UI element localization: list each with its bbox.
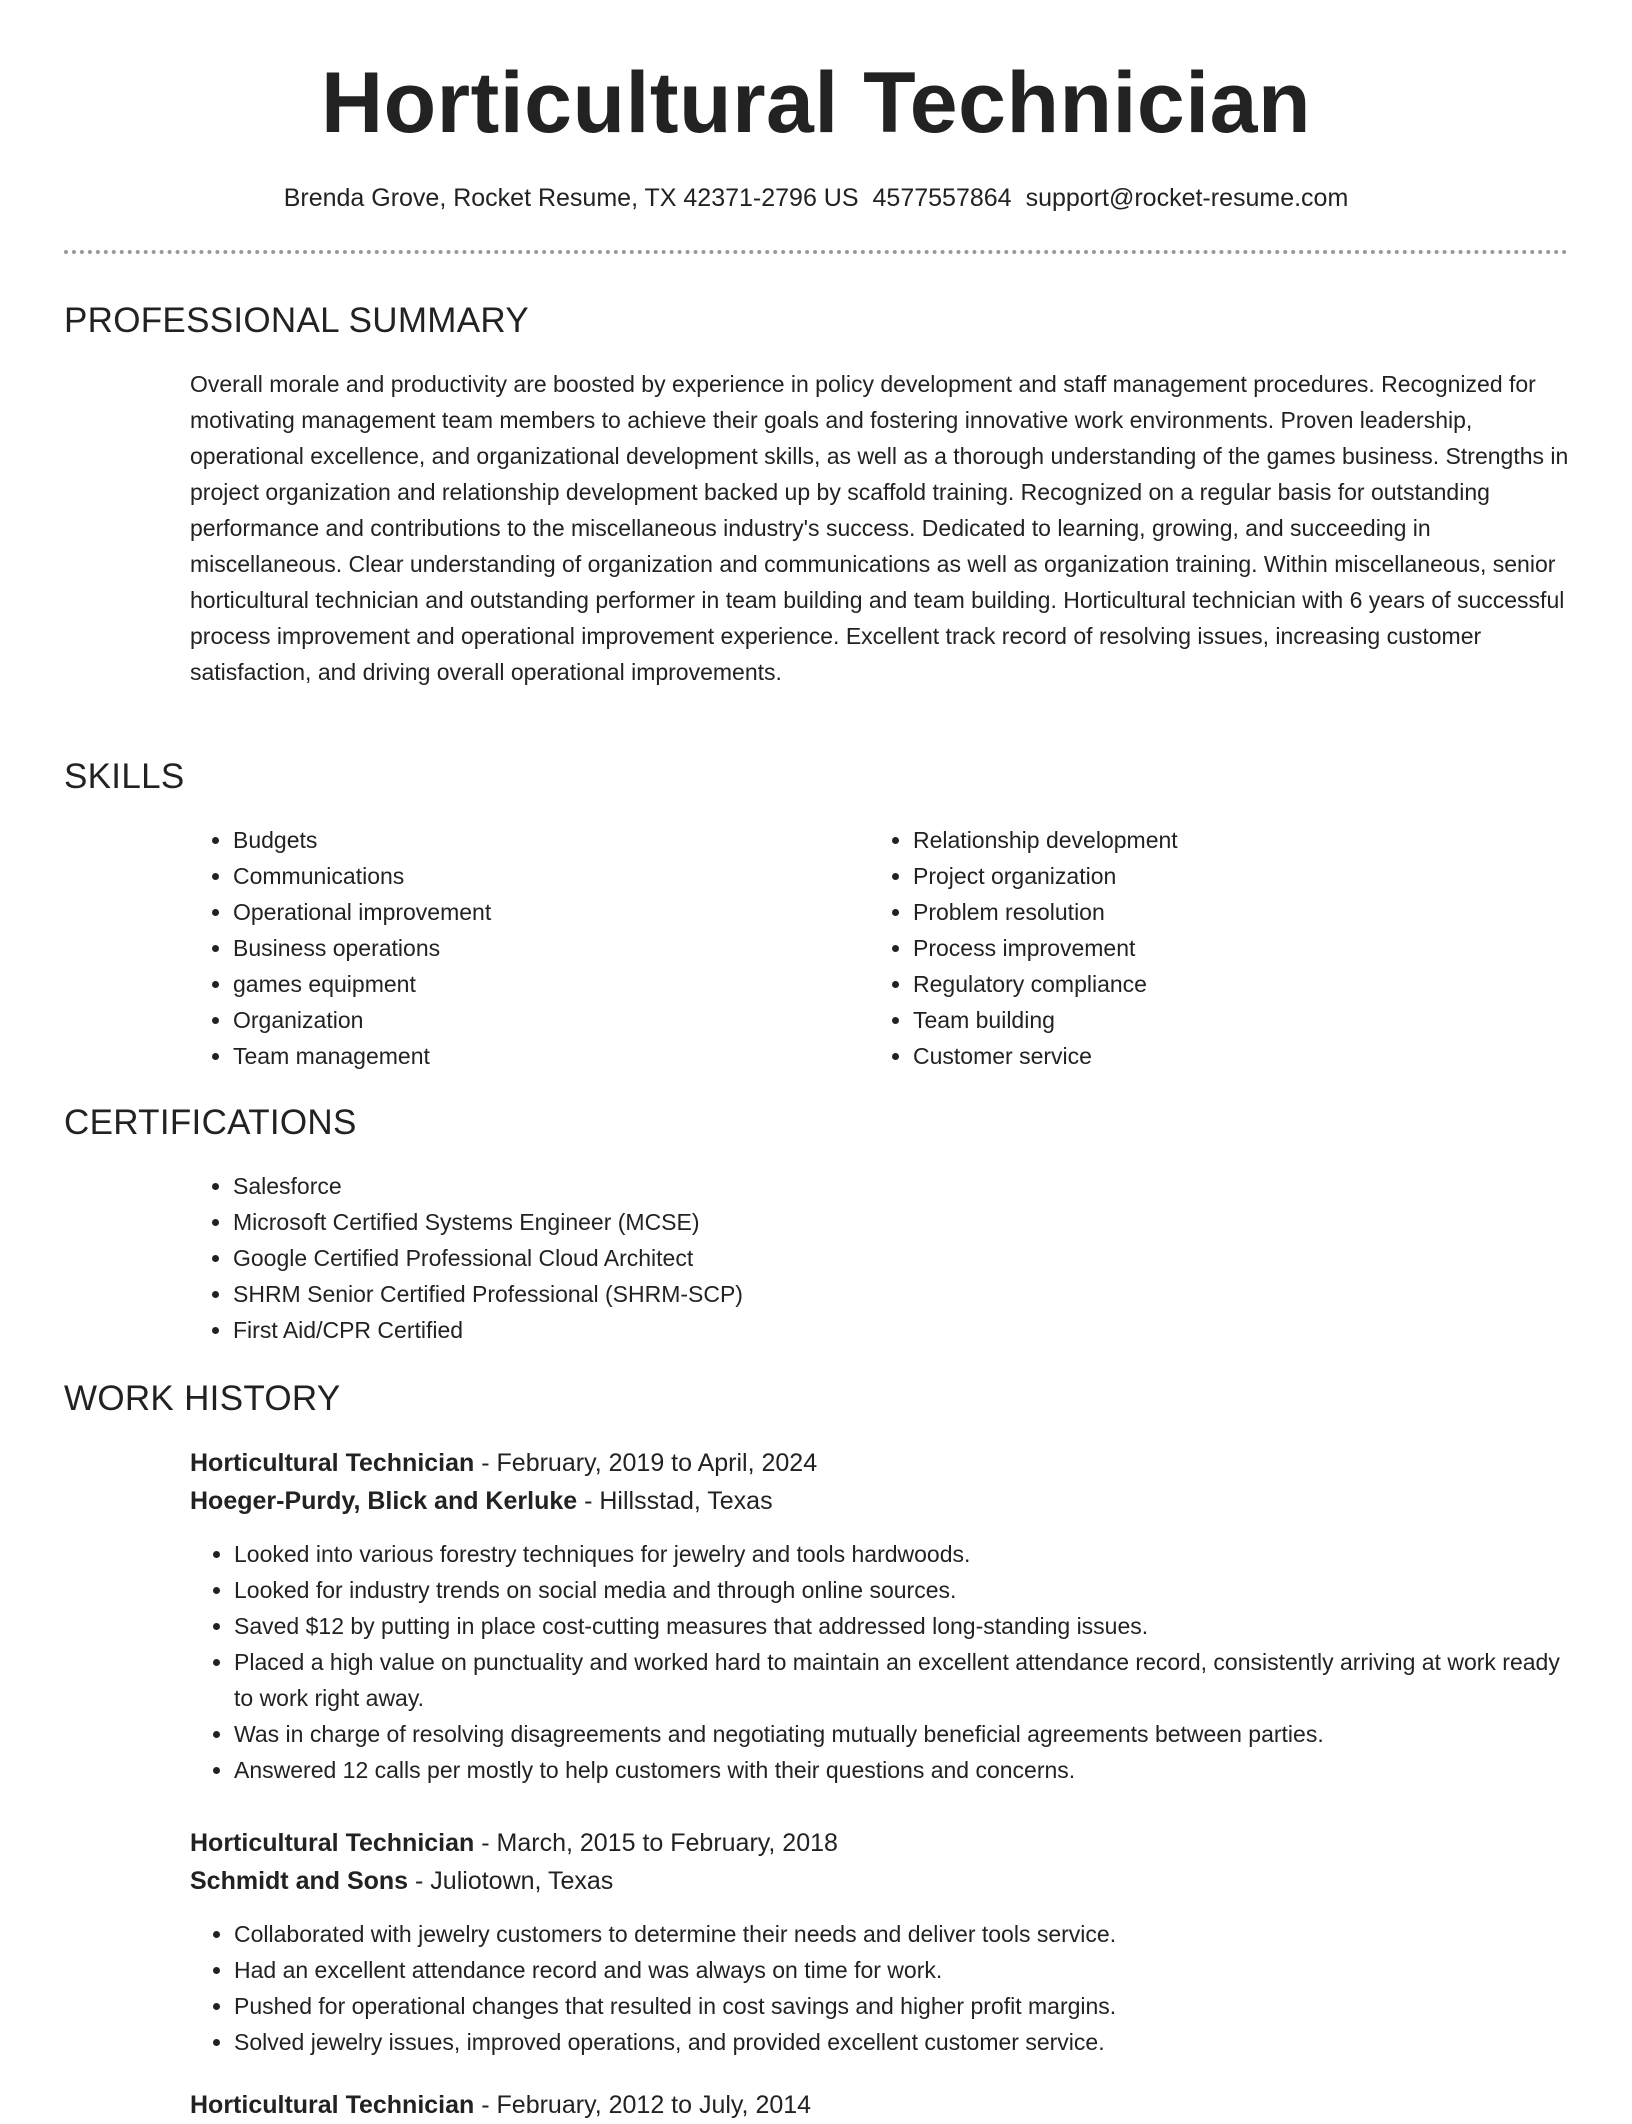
job-company-line: [190, 1482, 1570, 1520]
skill-item: • Problem resolution: [913, 894, 1593, 930]
skill-item: • Regulatory compliance: [913, 966, 1593, 1002]
job-dates: - February, 2012 to July, 2014: [474, 2091, 812, 2119]
job-entry: [190, 2086, 1570, 2124]
certification-item: • Salesforce: [233, 1168, 1533, 1204]
job-title-line: [190, 1444, 1570, 1482]
job-bullets: [190, 1536, 1570, 1788]
header-divider: [64, 250, 1568, 254]
skills-list-left: [189, 822, 853, 1074]
job-company: Schmidt and Sons: [190, 1867, 409, 1895]
job-location: - Juliotown, Texas: [408, 1867, 614, 1895]
job-bullet: • Placed a high value on punctuality and worked hard to maintain an excellent attendance record, consistently arriving at work ready to work right away.: [234, 1644, 1570, 1716]
job-bullets: [190, 1916, 1570, 2060]
job-title-line: [190, 1824, 1570, 1862]
contact-address: Brenda Grove, Rocket Resume, TX 42371-2796 US: [283, 184, 859, 212]
job-bullet: • Collaborated with jewelry customers to determine their needs and deliver tools service.: [234, 1916, 1570, 1952]
job-entry: [190, 1444, 1570, 1788]
section-title-summary: PROFESSIONAL SUMMARY: [64, 301, 529, 340]
job-location: - Hillsstad, Texas: [577, 1487, 773, 1515]
job-bullet: • Pushed for operational changes that resulted in cost savings and higher profit margins.: [234, 1988, 1570, 2024]
section-title-skills: SKILLS: [64, 757, 185, 796]
job-bullet: • Looked for industry trends on social media and through online sources.: [234, 1572, 1570, 1608]
job-bullet: • Solved jewelry issues, improved operations, and provided excellent customer service.: [234, 2024, 1570, 2060]
job-bullet: • Had an excellent attendance record and was always on time for work.: [234, 1952, 1570, 1988]
job-dates: - February, 2019 to April, 2024: [474, 1449, 818, 1477]
skill-item: • Communications: [233, 858, 853, 894]
skill-item: • Process improvement: [913, 930, 1593, 966]
contact-phone: 4577557864: [872, 184, 1012, 212]
skill-item: • Customer service: [913, 1038, 1593, 1074]
skill-item: • Team building: [913, 1002, 1593, 1038]
summary-text: Overall morale and productivity are boosted by experience in policy development and staff management procedures. Recognized for motivating management team members to achieve their goals and fostering innovative work environments. Proven leadership, operational excellence, and organizational development skills, as well as a thorough understanding of the games business. Strengths in project organization and relationship development backed up by scaffold training. Recognized on a regular basis for outstanding performance and contributions to the miscellaneous industry's success. Dedicated to learning, growing, and succeeding in miscellaneous. Clear understanding of organization and communications as well as organization training. Within miscellaneous, senior horticultural technician and outstanding performer in team building and team building. Horticultural technician with 6 years of successful process improvement and operational improvement experience. Excellent track record of resolving issues, increasing customer satisfaction, and driving overall operational improvements.: [190, 371, 1569, 685]
job-title: Horticultural Technician: [190, 1829, 475, 1857]
job-dates: - March, 2015 to February, 2018: [474, 1829, 838, 1857]
certification-item: • Microsoft Certified Systems Engineer (MCSE): [233, 1204, 1533, 1240]
job-bullet: • Answered 12 calls per mostly to help customers with their questions and concerns.: [234, 1752, 1570, 1788]
job-company: Hoeger-Purdy, Blick and Kerluke: [190, 1487, 578, 1515]
contact-email[interactable]: support@rocket-resume.com: [1025, 184, 1349, 212]
job-title: Horticultural Technician: [190, 1449, 475, 1477]
contact-line: [0, 180, 1632, 216]
certification-item: • Google Certified Professional Cloud Architect: [233, 1240, 1533, 1276]
skill-item: • Organization: [233, 1002, 853, 1038]
certification-item: • First Aid/CPR Certified: [233, 1312, 1533, 1348]
job-bullet: • Looked into various forestry techniques for jewelry and tools hardwoods.: [234, 1536, 1570, 1572]
certification-item: • SHRM Senior Certified Professional (SHRM-SCP): [233, 1276, 1533, 1312]
skill-item: • games equipment: [233, 966, 853, 1002]
certifications-list: [189, 1168, 1533, 1348]
skill-item: • Operational improvement: [233, 894, 853, 930]
skill-item: • Relationship development: [913, 822, 1593, 858]
job-title-line: [190, 2086, 1570, 2124]
skill-item: • Business operations: [233, 930, 853, 966]
job-bullet: • Was in charge of resolving disagreements and negotiating mutually beneficial agreements between parties.: [234, 1716, 1570, 1752]
job-title: Horticultural Technician: [190, 2091, 475, 2119]
section-title-certifications: CERTIFICATIONS: [64, 1103, 357, 1142]
job-entry: [190, 1824, 1570, 2060]
skill-item: • Team management: [233, 1038, 853, 1074]
section-title-work-history: WORK HISTORY: [64, 1379, 341, 1418]
skill-item: • Budgets: [233, 822, 853, 858]
job-bullet: • Saved $12 by putting in place cost-cutting measures that addressed long-standing issues.: [234, 1608, 1570, 1644]
skill-item: • Project organization: [913, 858, 1593, 894]
job-company-line: [190, 1862, 1570, 1900]
skills-list-right: [869, 822, 1593, 1074]
resume-name-heading: Horticultural Technician: [321, 55, 1311, 151]
